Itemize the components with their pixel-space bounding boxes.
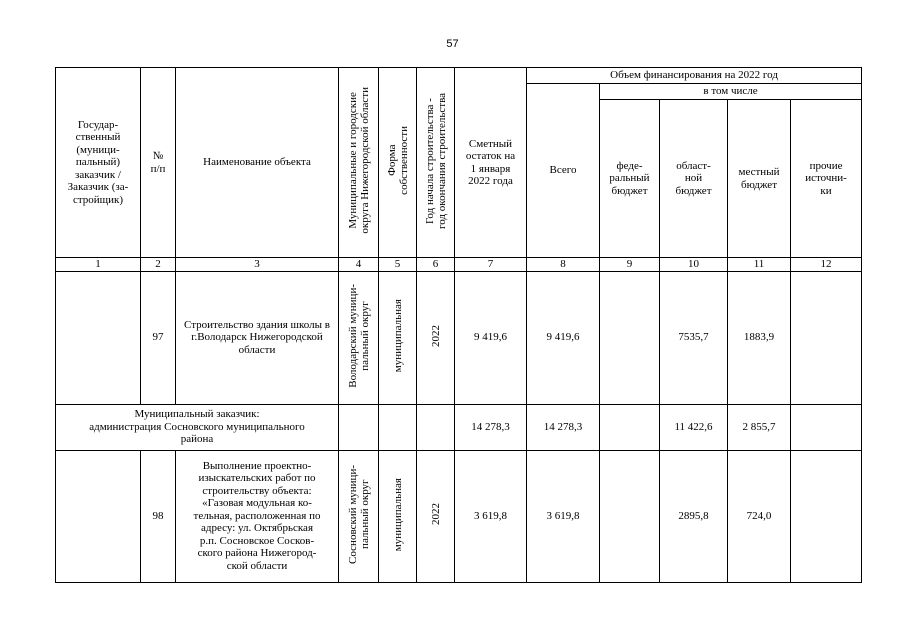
total-cell: 14 278,3 [527, 404, 600, 450]
estimated-balance-cell: 9 419,6 [455, 271, 527, 404]
table-row-98 [56, 450, 862, 582]
federal-cell [600, 404, 660, 450]
header-number: № п/п [141, 68, 176, 258]
other-cell [791, 404, 862, 450]
header-local: местный бюджет [728, 100, 791, 258]
total-cell: 3 619,8 [527, 450, 600, 582]
customer-cell [56, 271, 141, 404]
ownership-cell: муниципальная [379, 271, 417, 404]
total-cell: 9 419,6 [527, 271, 600, 404]
ownership-cell: муниципальная [379, 450, 417, 582]
customer-summary-label: Муниципальный заказчик: администрация Сосновского муниципального района [56, 404, 339, 450]
municipality-cell: Володарский муници- пальный округ [339, 271, 379, 404]
column-number: 8 [527, 258, 600, 272]
column-number: 3 [176, 258, 339, 272]
federal-cell [600, 271, 660, 404]
column-number: 2 [141, 258, 176, 272]
local-cell: 2 855,7 [728, 404, 791, 450]
year-cell: 2022 [417, 450, 455, 582]
column-number: 6 [417, 258, 455, 272]
column-number: 11 [728, 258, 791, 272]
municipality-cell [339, 404, 379, 450]
header-total: Всего [527, 84, 600, 258]
header-other: прочие источни- ки [791, 100, 862, 258]
financing-table [55, 67, 862, 583]
regional-cell: 2895,8 [660, 450, 728, 582]
estimated-balance-cell: 14 278,3 [455, 404, 527, 450]
header-federal: феде- ральный бюджет [600, 100, 660, 258]
column-number: 4 [339, 258, 379, 272]
table-row-97 [56, 271, 862, 404]
column-number: 7 [455, 258, 527, 272]
regional-cell: 7535,7 [660, 271, 728, 404]
header-estimated-balance: Сметный остаток на 1 января 2022 года [455, 68, 527, 258]
header-including: в том числе [600, 84, 862, 100]
column-number: 1 [56, 258, 141, 272]
year-cell [417, 404, 455, 450]
object-name: Выполнение проектно- изыскательских работ по строительству объекта: «Газовая модульная ко- тельная, расположенная по адресу: ул. Октябрьская р.п. Сосновское Сосков- ского района Нижегород- ской области [176, 450, 339, 582]
header-customer: Государ- ственный (муници- пальный) заказчик / Заказчик (за- стройщик) [56, 68, 141, 258]
municipality-cell: Сосновский муници- пальный округ [339, 450, 379, 582]
ownership-cell [379, 404, 417, 450]
other-cell [791, 271, 862, 404]
header-ownership: Форма собственности [379, 68, 417, 258]
local-cell: 1883,9 [728, 271, 791, 404]
other-cell [791, 450, 862, 582]
year-cell: 2022 [417, 271, 455, 404]
estimated-balance-cell: 3 619,8 [455, 450, 527, 582]
column-number: 5 [379, 258, 417, 272]
page-number: 57 [446, 38, 459, 50]
regional-cell: 11 422,6 [660, 404, 728, 450]
local-cell: 724,0 [728, 450, 791, 582]
customer-summary-row [56, 404, 862, 450]
column-number: 10 [660, 258, 728, 272]
header-funding-group: Объем финансирования на 2022 год [527, 68, 862, 84]
header-municipality: Муниципальные и городские округа Нижегородской области [339, 68, 379, 258]
object-name: Строительство здания школы в г.Володарск Нижегородской области [176, 271, 339, 404]
header-years: Год начала строительства - год окончания строительства [417, 68, 455, 258]
column-number: 12 [791, 258, 862, 272]
customer-cell [56, 450, 141, 582]
federal-cell [600, 450, 660, 582]
row-number: 98 [141, 450, 176, 582]
header-object-name: Наименование объекта [176, 68, 339, 258]
header-regional: област- ной бюджет [660, 100, 728, 258]
column-number-row [56, 258, 862, 272]
column-number: 9 [600, 258, 660, 272]
row-number: 97 [141, 271, 176, 404]
